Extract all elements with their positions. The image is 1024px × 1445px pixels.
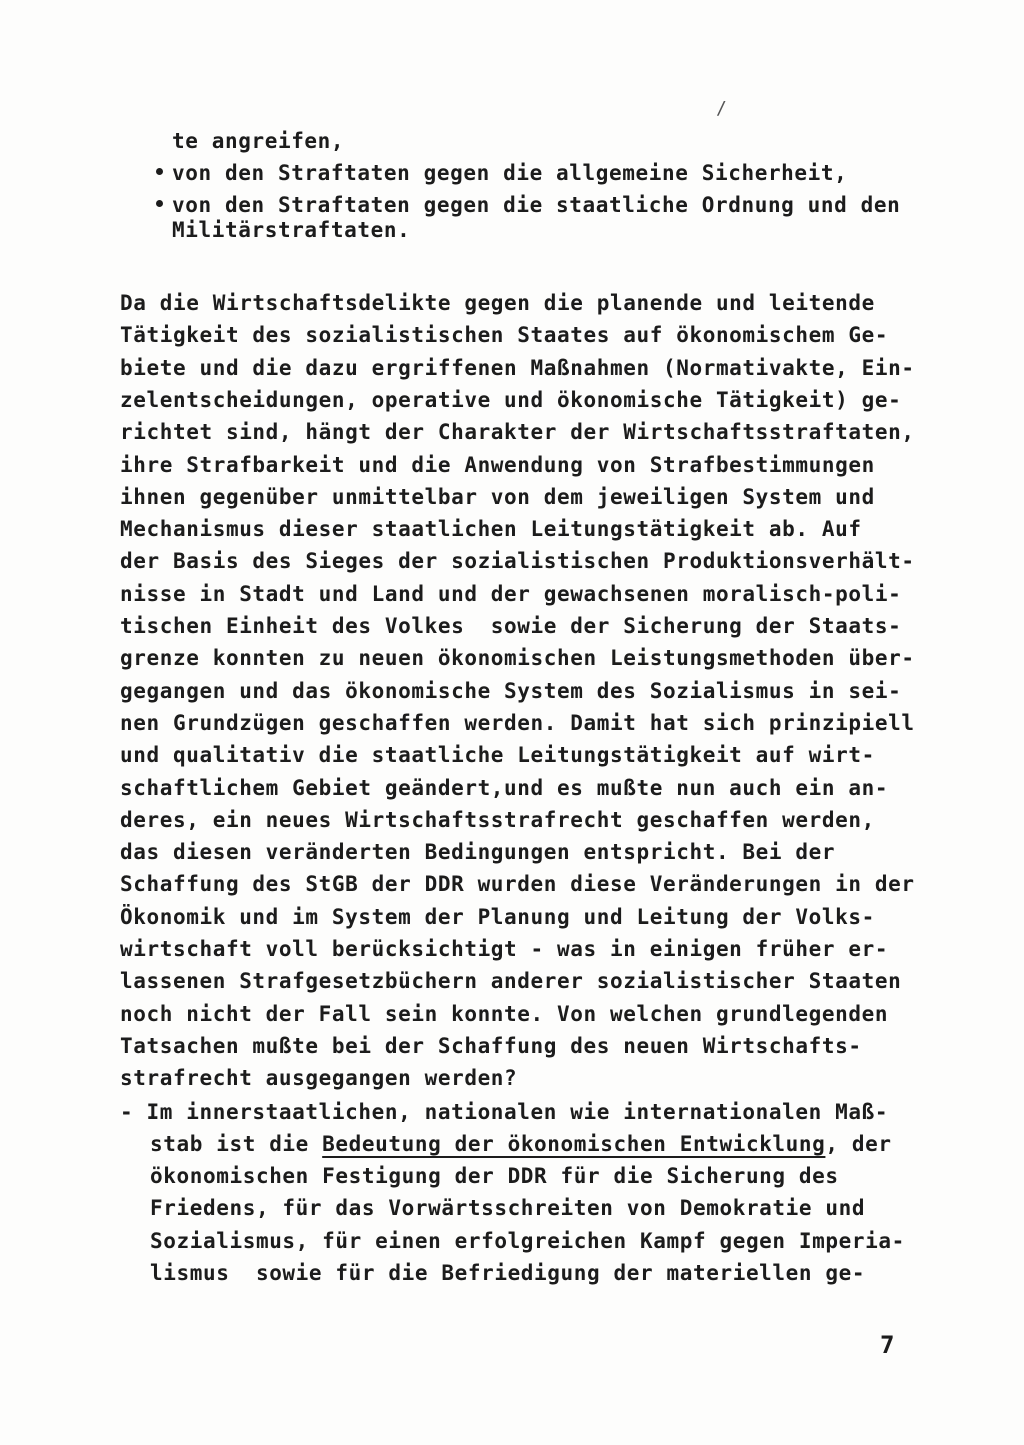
dash-item-continuation-line: lismus sowie für die Befriedigung der materiellen ge- — [150, 1261, 866, 1285]
paragraph-line: der Basis des Sieges der sozialistischen Produktionsverhält- — [120, 549, 915, 573]
dash-item-continuation-line: Sozialismus, für einen erfolgreichen Kampf gegen Imperia- — [150, 1229, 905, 1253]
bullet-item-2-line-2: Militärstraftaten. — [172, 218, 411, 242]
paragraph-line: Tatsachen mußte bei der Schaffung des neuen Wirtschafts- — [120, 1034, 862, 1058]
paragraph-line: tischen Einheit des Volkes sowie der Sicherung der Staats- — [120, 614, 902, 638]
bullet-dot-icon — [156, 200, 163, 207]
dash-item-continuation-line: ökonomischen Festigung der DDR für die Sicherung des — [150, 1164, 839, 1188]
bullet-item-2-line-1: von den Straftaten gegen die staatliche Ordnung und den — [172, 193, 901, 217]
paragraph-line: ihnen gegenüber unmittelbar von dem jeweiligen System und — [120, 485, 875, 509]
paragraph-line: Schaffung des StGB der DDR wurden diese Veränderungen in der — [120, 872, 915, 896]
paragraph-line: strafrecht ausgegangen werden? — [120, 1066, 518, 1090]
dash-item-line-2 — [150, 1128, 892, 1160]
paragraph-line: biete und die dazu ergriffenen Maßnahmen (Normativakte, Ein- — [120, 356, 915, 380]
paragraph-line: das diesen veränderten Bedingungen entspricht. Bei der — [120, 840, 836, 864]
top-fragment: te angreifen, — [172, 129, 345, 153]
paragraph-line: und qualitativ die staatliche Leitungstätigkeit auf wirt- — [120, 743, 875, 767]
paragraph-line: noch nicht der Fall sein konnte. Von welchen grundlegenden — [120, 1002, 889, 1026]
paragraph-line: gegangen und das ökonomische System des Sozialismus in sei- — [120, 679, 902, 703]
bullet-item-1-line-1: von den Straftaten gegen die allgemeine Sicherheit, — [172, 161, 848, 185]
paragraph-line: lassenen Strafgesetzbüchern anderer sozialistischer Staaten — [120, 969, 902, 993]
page-number: 7 — [880, 1331, 896, 1359]
paragraph-line: richtet sind, hängt der Charakter der Wirtschaftsstraftaten, — [120, 420, 915, 444]
bullet-dot-icon — [156, 168, 163, 175]
paragraph-line: Mechanismus dieser staatlichen Leitungstätigkeit ab. Auf — [120, 517, 862, 541]
underlined-phrase: Bedeutung der ökonomischen Entwicklung — [322, 1132, 826, 1156]
paragraph-line: ihre Strafbarkeit und die Anwendung von Strafbestimmungen — [120, 453, 875, 477]
paragraph-line: nisse in Stadt und Land und der gewachsenen moralisch-poli- — [120, 582, 902, 606]
paragraph-line: nen Grundzügen geschaffen werden. Damit hat sich prinzipiell — [120, 711, 915, 735]
paragraph-line: schaftlichem Gebiet geändert,und es mußte nun auch ein an- — [120, 776, 889, 800]
dash-item-continuation-line: Friedens, für das Vorwärtsschreiten von Demokratie und — [150, 1196, 866, 1220]
stray-pen-mark: / — [716, 98, 727, 119]
dash-item-line-2-start: stab ist die — [150, 1132, 323, 1156]
paragraph-line: wirtschaft voll berücksichtigt - was in einigen früher er- — [120, 937, 889, 961]
paragraph-line: Da die Wirtschaftsdelikte gegen die planende und leitende — [120, 291, 875, 315]
paragraph-line: Tätigkeit des sozialistischen Staates auf ökonomischem Ge- — [120, 323, 889, 347]
dash-item-line-1: - Im innerstaatlichen, nationalen wie internationalen Maß- — [120, 1100, 889, 1124]
paragraph-line: Ökonomik und im System der Planung und Leitung der Volks- — [120, 905, 875, 929]
paragraph-line: deres, ein neues Wirtschaftsstrafrecht geschaffen werden, — [120, 808, 875, 832]
paragraph-line: grenze konnten zu neuen ökonomischen Leistungsmethoden über- — [120, 646, 915, 670]
paragraph-line: zelentscheidungen, operative und ökonomische Tätigkeit) ge- — [120, 388, 902, 412]
dash-item-line-2-end: , der — [825, 1132, 892, 1156]
